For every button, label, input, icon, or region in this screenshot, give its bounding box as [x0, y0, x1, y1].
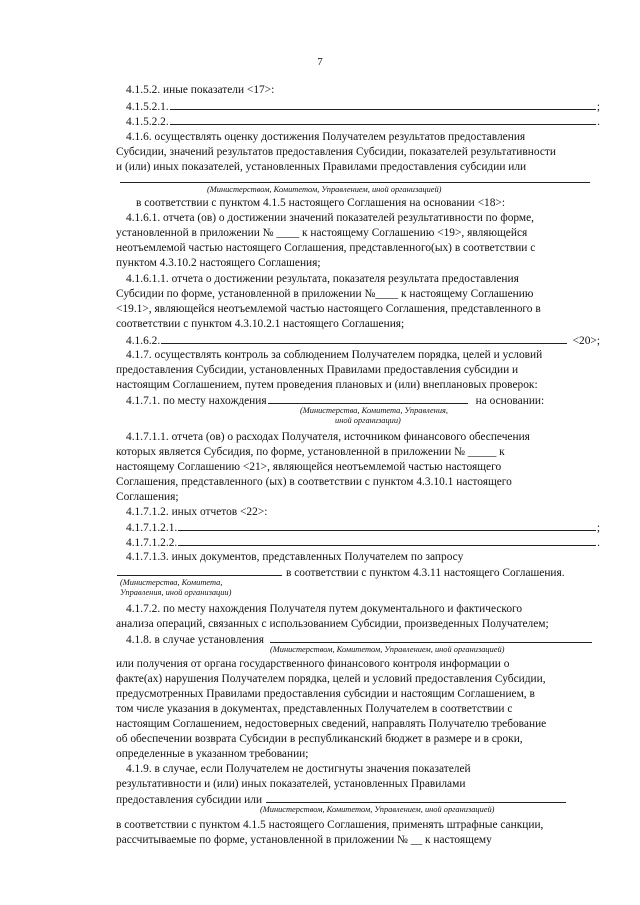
text-line: предоставления Субсидии, установленных Правилами предоставления субсидии и [116, 364, 519, 376]
text-line: пунктом 4.3.10.2 настоящего Соглашения; [116, 257, 321, 269]
clause-number: 4.1.5.2.2. [126, 116, 169, 128]
line-end: . [597, 537, 600, 549]
text-line: предусмотренных Правилами предоставления субсидии и настоящим Соглашением, в [116, 688, 535, 700]
text-line: Соглашения, представленного (ых) в соответствии с пунктом 4.3.10.1 настоящего [116, 476, 512, 488]
clause-4-1-5-2-2 [126, 114, 600, 129]
text-line: настоящим Соглашением, недостоверных сведений, направлять Получателю требование [116, 718, 547, 730]
text-line: анализа операций, связанных с использованием Субсидии, произведенных Получателем; [116, 618, 549, 630]
text-line: определенные в указанном требовании; [116, 748, 309, 760]
text-line: Соглашения; [116, 491, 179, 503]
clause-4-1-7-1-2: 4.1.7.1.2. иных отчетов <22>: [126, 506, 268, 518]
clause-4-1-6: 4.1.6. осуществлять оценку достижения Получателем результатов предоставления [126, 131, 526, 143]
text-line: настоящим Соглашением, путем проведения плановых и (или) внеплановых проверок: [116, 379, 538, 391]
clause-number: 4.1.5.2.1. [126, 101, 169, 113]
text-line: факте(ах) нарушения Получателем порядка, целей и условий предоставления Субсидии, [116, 673, 546, 685]
clause-4-1-7-1-2-2 [126, 535, 600, 550]
fill-in-blank [170, 99, 596, 110]
line-end: <20>; [572, 335, 600, 347]
text-line: в соответствии с пунктом 4.1.5 настоящего Соглашения на основании <18>: [136, 197, 505, 209]
text-line: об обеспечении возврата Субсидии в республиканский бюджет в размере и в сроки, [116, 733, 523, 745]
clause-number: 4.1.8. в случае установления [126, 634, 264, 646]
fill-in-blank [270, 632, 592, 643]
clause-number: 4.1.7.1. по месту нахождения [126, 395, 267, 407]
clause-4-1-5-2: 4.1.5.2. иные показатели <17>: [126, 84, 275, 96]
fill-in-blank [170, 114, 596, 125]
fill-in-blank [117, 565, 282, 576]
clause-4-1-6-1-1: 4.1.6.1.1. отчета о достижении результата, показателя результата предоставления [126, 273, 519, 285]
text-line: соответствии с пунктом 4.3.10.2.1 настоящего Соглашения; [116, 318, 405, 330]
text-line: настоящему Соглашению <21>, являющейся неотъемлемой частью настоящего [116, 461, 502, 473]
text-line: том числе указания в документах, представленных Получателем в соответствии с [116, 703, 513, 715]
caption-ministry: Управления, иной организации) [120, 588, 232, 597]
text-line: результативности и (или) иных показателей, установленных Правилами [116, 778, 466, 790]
line-end: . [597, 116, 600, 128]
clause-4-1-7-1-3: 4.1.7.1.3. иных документов, представленных Получателем по запросу [126, 551, 464, 563]
fill-in-blank [266, 792, 566, 803]
clause-number: 4.1.7.1.2.1. [126, 522, 178, 534]
fill-in-blank [178, 520, 596, 531]
clause-4-1-7: 4.1.7. осуществлять контроль за соблюдением Получателем порядка, целей и условий [126, 349, 543, 361]
clause-number: 4.1.6.2. [126, 335, 161, 347]
text-line: установленной в приложении № ____ к настоящему Соглашению <19>, являющейся [116, 227, 528, 239]
line-end: ; [596, 522, 600, 534]
caption-ministry: (Министерством, Комитетом, Управлением, иной организацией) [270, 645, 505, 654]
clause-4-1-7-1-2-1 [126, 520, 600, 535]
text-segment: в соответствии с пунктом 4.3.11 настоящего Соглашения. [286, 567, 565, 579]
text-line: или получения от органа государственного финансового контроля информации о [116, 658, 510, 670]
clause-4-1-7-1-1: 4.1.7.1.1. отчета (ов) о расходах Получателя, источником финансового обеспечения [126, 431, 530, 443]
text-line: в соответствии с пунктом 4.1.5 настоящего Соглашения, применять штрафные санкции, [116, 819, 544, 831]
fill-in-blank [268, 393, 468, 404]
clause-number: 4.1.7.1.2.2. [126, 537, 178, 549]
clause-4-1-6-1: 4.1.6.1. отчета (ов) о достижении значений показателей результативности по форме, [126, 212, 535, 224]
caption-ministry: (Министерством, Комитетом, Управлением, иной организацией) [207, 185, 442, 194]
clause-4-1-9: 4.1.9. в случае, если Получателем не достигнуты значения показателей [126, 763, 471, 775]
line-end: на основании: [475, 395, 545, 407]
caption-ministry: (Министерства, Комитета, [120, 578, 223, 587]
text-segment: предоставления субсидии или [116, 794, 263, 806]
clause-4-1-7-2: 4.1.7.2. по месту нахождения Получателя путем документального и фактического [126, 603, 523, 615]
fill-in-blank [161, 333, 566, 344]
clause-4-1-6-2 [126, 333, 600, 348]
text-line: Субсидии по форме, установленной в приложении №____ к настоящему Соглашению [116, 288, 534, 300]
text-line: неотъемлемой частью настоящего Соглашения, представленного(ых) в соответствии с [116, 242, 536, 254]
text-line: которых является Субсидия, по форме, установленной в приложении № _____ к [116, 446, 505, 458]
text-line: Субсидии, значений результатов предоставления Субсидии, показателей результативности [116, 146, 556, 158]
line-end: ; [596, 101, 600, 113]
fill-in-blank [178, 535, 596, 546]
page-number: 7 [317, 56, 323, 68]
fill-in-rule [120, 182, 590, 183]
clause-4-1-5-2-1 [126, 99, 600, 114]
text-line: рассчитываемые по форме, установленной в приложении № __ к настоящему [116, 834, 492, 846]
caption-ministry: (Министерства, Комитета, Управления, [300, 406, 449, 415]
caption-ministry: (Министерством, Комитетом, Управлением, иной организацией) [260, 805, 495, 814]
text-line: <19.1>, являющейся неотъемлемой частью настоящего Соглашения, представленного в [116, 303, 541, 315]
text-line: и (или) иных показателей, установленных Правилами предоставления субсидии или [116, 161, 527, 173]
caption-ministry: иной организации) [335, 416, 401, 425]
